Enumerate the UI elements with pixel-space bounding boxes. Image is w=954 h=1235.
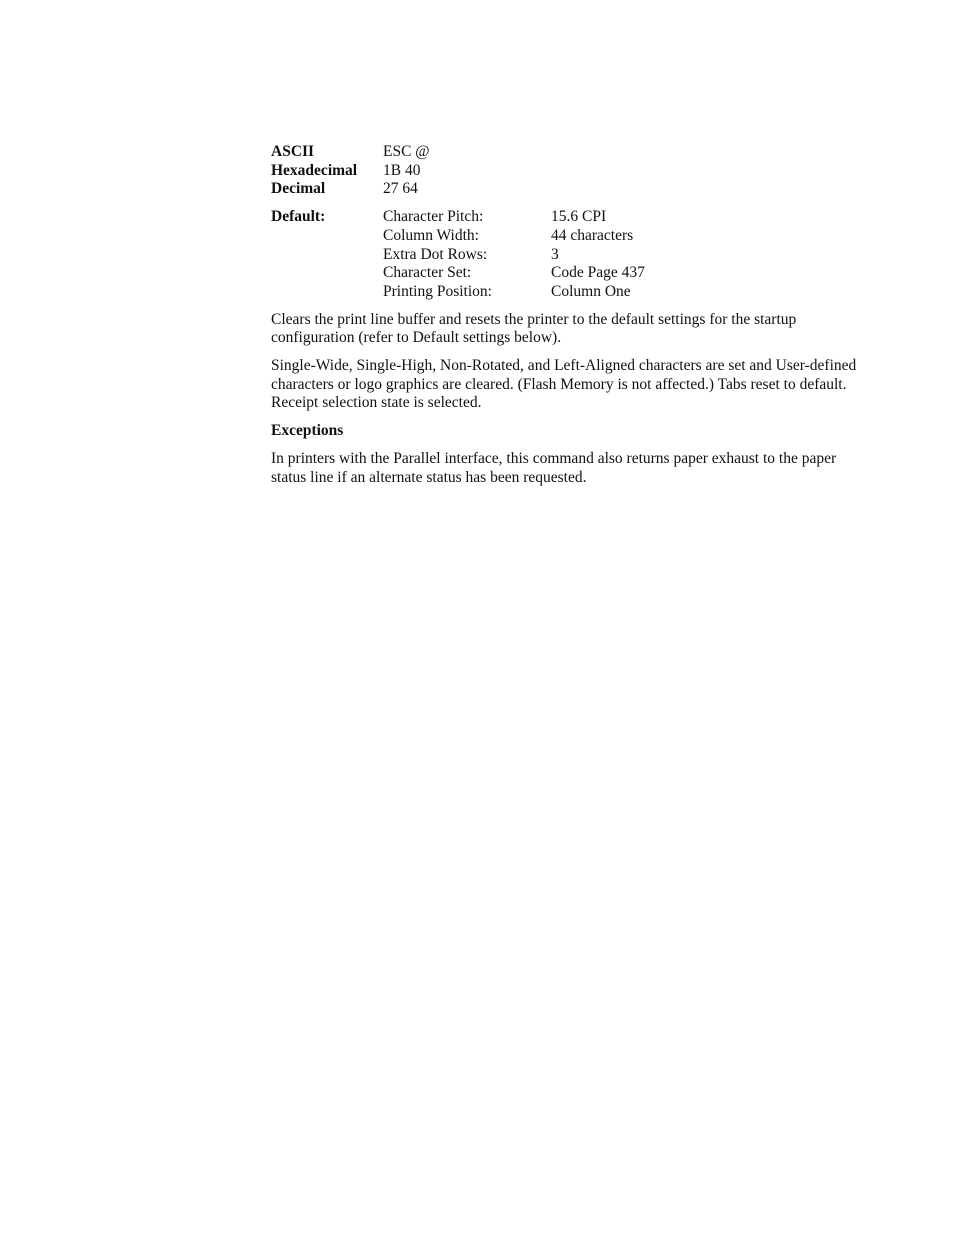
default-item-name: Extra Dot Rows:: [383, 245, 488, 263]
default-item-name: Printing Position:: [383, 282, 492, 300]
default-item-value: 15.6 CPI: [551, 208, 607, 226]
default-item-value: Column One: [551, 282, 631, 300]
document-page: [271, 143, 871, 487]
exceptions-paragraph: In printers with the Parallel interface, this command also returns paper exhaust to the paper status line if an alternate status has been requested.: [271, 449, 837, 486]
default-item-value: Code Page 437: [551, 264, 645, 282]
ascii-label: ASCII: [271, 143, 315, 160]
exceptions-heading: Exceptions: [271, 422, 344, 440]
reset-details-paragraph: Single-Wide, Single-High, Non-Rotated, and Left-Aligned characters are set and User-defined characters or logo graphics are cleared. (Flash Memory is not affected.) Tabs reset to default. Receipt selection state is selected.: [271, 357, 857, 412]
description-paragraph: Clears the print line buffer and resets the printer to the default settings for the startup configuration (refer to Default settings below).: [271, 310, 797, 347]
command-code-table: [271, 143, 871, 199]
defaults-table: [271, 208, 871, 302]
hexadecimal-value: 1B 40: [383, 161, 421, 179]
hexadecimal-label: Hexadecimal: [271, 161, 358, 179]
decimal-value: 27 64: [383, 180, 418, 198]
default-item-name: Column Width:: [383, 226, 479, 244]
decimal-label: Decimal: [271, 180, 326, 198]
ascii-value: ESC @: [383, 143, 430, 160]
default-item-name: Character Pitch:: [383, 208, 484, 226]
default-label: Default:: [271, 208, 326, 226]
default-item-name: Character Set:: [383, 264, 472, 282]
default-item-value: 3: [551, 245, 559, 263]
default-item-value: 44 characters: [551, 226, 634, 244]
